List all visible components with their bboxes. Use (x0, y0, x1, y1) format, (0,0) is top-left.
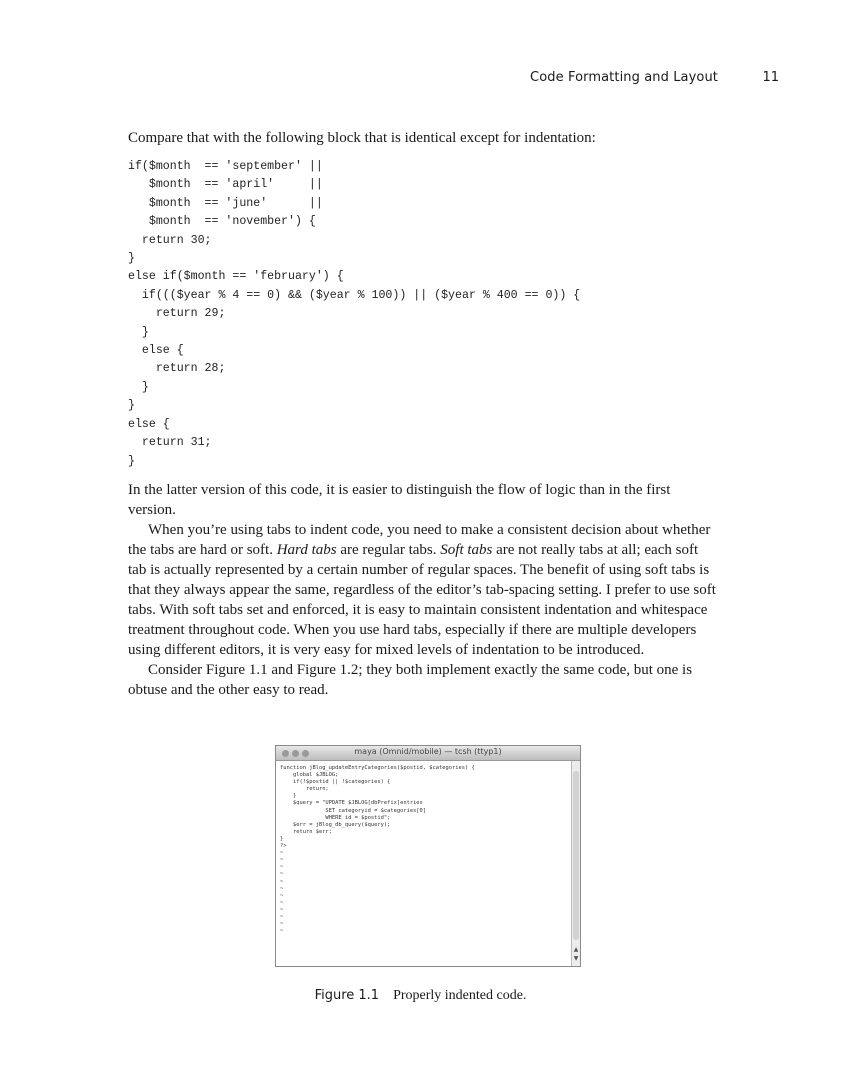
terminal-scrollbar (571, 761, 580, 966)
scrollbar-thumb (573, 771, 579, 940)
paragraph-tabs-part-3: are not really tabs at all; each soft tab is actually represented by a certain number of regular spaces. The benefit of using soft tabs is that they always appear the same, regardless of the editor’s tab-spacing setting. I prefer to use soft tabs. With soft tabs set and enforced, it is easy to maintain consistent indentation and whitespace treatment throughout code. When you use hard tabs, especially if there are multiple developers using different editors, it is very easy for mixed levels of indentation to be introduced. (128, 542, 716, 658)
paragraph-tabs (128, 520, 720, 660)
terminal-window-title: maya (Omnid/mobile) — tcsh (ttyp1) (354, 747, 502, 756)
intro-paragraph: Compare that with the following block that is identical except for indentation: (128, 130, 596, 146)
paragraph-tabs-part-2: are regular tabs. (336, 542, 441, 558)
scroll-down-arrow-icon: ▼ (573, 955, 579, 962)
figure-caption (0, 986, 841, 1004)
running-head-title: Code Formatting and Layout (530, 70, 718, 85)
page-number: 11 (762, 70, 779, 85)
paragraph-consider-figures: Consider Figure 1.1 and Figure 1.2; they both implement exactly the same code, but one is obtuse and the other easy to read. (128, 662, 693, 698)
term-hard-tabs: Hard tabs (276, 542, 337, 558)
figure-caption-text: Properly indented code. (393, 988, 527, 1003)
figure-terminal-screenshot (275, 745, 581, 967)
terminal-code-text: function jBlog_updateEntryCategories($postid, $categories) { global $JBLOG; if(!$postid || !$categories) { return; } $query = "UPDATE $JBLOG[dbPrefix]entries SET categoryid = $categories[0] WHERE id = $postid"; $err = jBlog_db_query($query); return $err; } ?> ~ ~ ~ ~ ~ ~ ~ ~ ~ ~ ~ ~ (280, 765, 475, 935)
term-soft-tabs: Soft tabs (440, 542, 493, 558)
paragraph-latter-version: In the latter version of this code, it is easier to distinguish the flow of logic than in the first version. (128, 482, 671, 518)
body-text (128, 480, 720, 700)
paragraph-tabs-part-1: When you’re using tabs to indent code, you need to make a consistent decision about whether the tabs are hard or soft. (128, 522, 711, 558)
scroll-up-arrow-icon: ▲ (573, 946, 579, 953)
running-head (0, 70, 841, 90)
code-block: if($month == 'september' || $month == 'april' || $month == 'june' || $month == 'november') { return 30; } else if($month == 'february') { if((($year % 4 == 0) && ($year % 100)) || ($year % 400 == 0)) { return 29; } else { return 28; } } else { return 31; } (128, 160, 581, 468)
figure-caption-label: Figure 1.1 (314, 988, 380, 1003)
terminal-title-bar (276, 746, 580, 761)
